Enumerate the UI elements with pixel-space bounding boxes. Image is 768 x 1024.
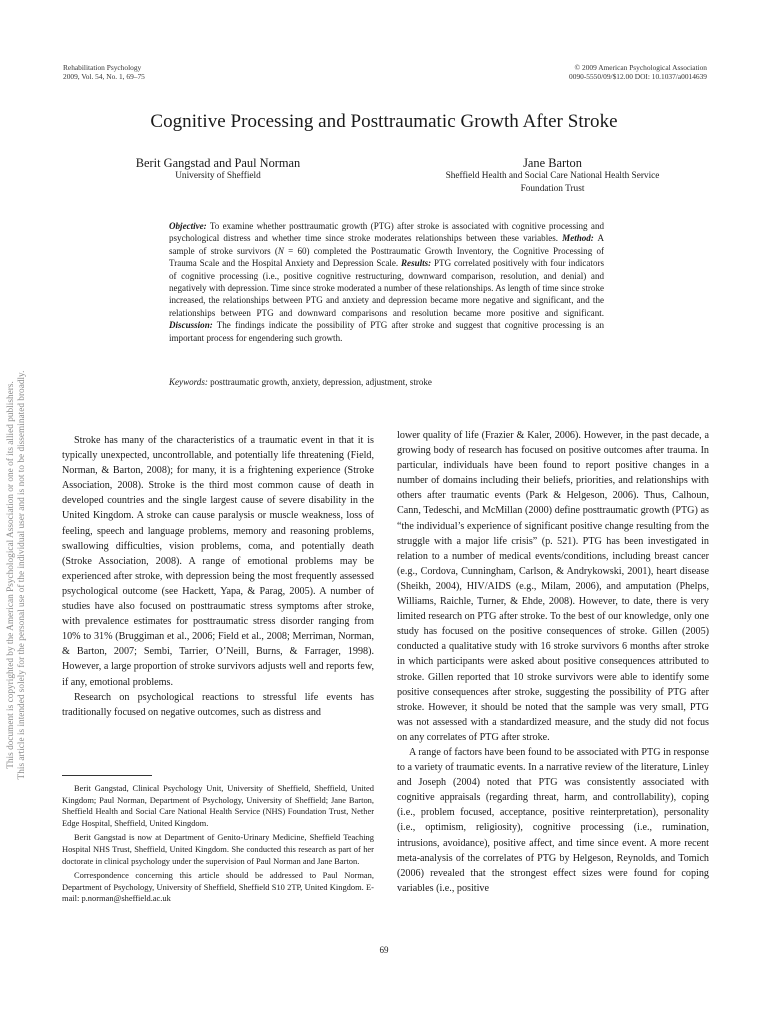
body-column-left — [62, 433, 374, 720]
keywords-text: posttraumatic growth, anxiety, depression, adjustment, stroke — [207, 377, 432, 387]
footnote-affiliations: Berit Gangstad, Clinical Psychology Unit, University of Sheffield, Sheffield, United Kingdom; Paul Norman, Department of Psychology, University of Sheffield; Jane Barton, Sheffield Health and Social Care National Health Service (NHS) Foundation Trust, Nether Edge Hospital, Sheffield, United Kingdom. — [62, 783, 374, 828]
author-names-left: Berit Gangstad and Paul Norman — [135, 156, 301, 170]
method-text-1: A sample of stroke survivors ( — [169, 233, 605, 256]
footnotes — [62, 783, 374, 908]
discussion-label: Discussion: — [169, 320, 213, 331]
method-n: N — [277, 245, 284, 256]
affiliation-right-1: Sheffield Health and Social Care National Health Service — [445, 171, 660, 181]
footnote-correspondence: Correspondence concerning this article should be addressed to Paul Norman, Department of Psychology, University of Sheffield, Sheffield S10 2TP, United Kingdom. E-mail: p.norman@sheffield.ac.uk — [62, 870, 374, 904]
results-text: PTG correlated positively with four indicators of cognitive processing (i.e., positive cognitive restructuring, downward comparison, resolution, and denial) and negatively with depression. Time since stroke moderated a number of these relationships. As length of time since stroke increased, the relationships between PTG and anxiety and depression became more negative and significant, and the relationships between PTG and downward comparisons and resolution became more positive and significant. — [169, 258, 605, 318]
affiliation-left: University of Sheffield — [175, 171, 261, 181]
keywords — [169, 376, 432, 388]
margin-notice-line-2: This article is intended solely for the personal use of the individual user and is not to be disseminated broadly. — [17, 370, 27, 780]
copyright-margin-notice — [6, 200, 28, 950]
journal-citation: 2009, Vol. 54, No. 1, 69–75 — [63, 72, 145, 82]
discussion-text: The findings indicate the possibility of PTG after stroke and suggest that cognitive processing is an important process for engendering such growth. — [169, 320, 604, 343]
method-text-2: = 60) completed the Posttraumatic Growth Inventory, the Cognitive Processing of Trauma Scale and the Hospital Anxiety and Depression Scale. — [169, 245, 604, 269]
objective-label: Objective: — [169, 221, 207, 231]
affiliation-right-2: Foundation Trust — [520, 183, 585, 194]
body-paragraph: A range of factors have been found to be associated with PTG in response to a variety of traumatic events. In a narrative review of the literature, Linley and Joseph (2004) noted that PTG was consistently associated with cognitive appraisals (regarding threat, harm, and controllability), coping (i.e., problem focused, acceptance, positive reinterpretation), personality (i.e., optimism, religiosity), cognitive processing (i.e., rumination, intrusions, avoidance), positive affect, and time since event. A more recent meta-analysis of the correlates of PTG by Helgeson, Reynolds, and Tomich (2006) revealed that the strongest effect sizes were found for coping variables (i.e., positive — [397, 746, 709, 894]
body-paragraph: Research on psychological reactions to stressful life events has traditionally focused on negative outcomes, such as distress and — [62, 691, 374, 718]
keywords-label: Keywords: — [169, 377, 208, 387]
objective-text: To examine whether posttraumatic growth (PTG) after stroke is associated with cognitive processing and psychological distress and whether time since stroke moderates relationships between these variables. — [169, 221, 604, 244]
doi-line: 0090-5550/09/$12.00 DOI: 10.1037/a0014639 — [569, 72, 707, 82]
author-block-right — [400, 157, 705, 195]
footnote-divider — [62, 775, 152, 776]
article-title: Cognitive Processing and Posttraumatic Growth After Stroke — [150, 111, 618, 132]
abstract — [169, 220, 604, 344]
copyright-header — [569, 63, 707, 81]
method-label: Method: — [562, 233, 594, 244]
body-paragraph: Stroke has many of the characteristics of a traumatic event in that it is typically unexpected, uncontrollable, and potentially life threatening (Field, Norman, & Barton, 2008); for many, it is a frightening experience (Stroke Association, 2008). Stroke is the third most common cause of death in developed countries and the single largest cause of severe disability in the United Kingdom. A stroke can cause paralysis or muscle weakness, loss of feeling, speech and language problems, memory and reasoning problems, swallowing difficulties, vision problems, coma, and potentially death (Stroke Association, 2008). A range of emotional problems may be experienced after stroke, with depression being the most frequently assessed psychological outcome (see Hackett, Yapa, & Parag, 2005). A number of studies have also focused on posttraumatic stress symptoms after stroke, with prevalence estimates for posttraumatic stress disorder ranging from 10% to 31% (Bruggiman et al., 2006; Field et al., 2008; Merriman, Norman, & Barton, 2007; Sembi, Tarrier, O’Neill, Burns, & Farrager, 1998). However, a large proportion of stroke survivors adjusts well and reports few, if any, emotional problems. — [62, 435, 374, 688]
author-name-right: Jane Barton — [523, 156, 582, 170]
margin-notice-line-1: This document is copyrighted by the American Psychological Association or one of its allied publishers. — [6, 381, 16, 769]
body-column-right — [397, 428, 709, 896]
results-label: Results: — [401, 258, 432, 269]
journal-name: Rehabilitation Psychology — [63, 63, 142, 72]
footnote-current-address: Berit Gangstad is now at Department of Genito-Urinary Medicine, Sheffield Teaching Hospital NHS Trust, Sheffield, United Kingdom. She conducted this research as part of her doctorate in clinical psychology under the supervision of Paul Norman and Jane Barton. — [62, 832, 374, 866]
copyright-line: © 2009 American Psychological Association — [574, 63, 707, 72]
author-block-left — [98, 157, 338, 183]
journal-header — [63, 63, 145, 81]
page-number: 69 — [379, 945, 389, 955]
body-paragraph: lower quality of life (Frazier & Kaler, 2006). However, in the past decade, a growing body of research has focused on positive outcomes after trauma. In particular, individuals have been found to report positive changes in a number of domains including their beliefs, priorities, and relationships with others after traumatic events (Park & Helgeson, 2006). Thus, Calhoun, Cann, Tedeschi, and McMillan (2000) define posttraumatic growth (PTG) as “the individual’s experience of significant positive change resulting from the struggle with a major life crisis” (p. 521). PTG has been investigated in relation to a number of medical events/conditions, including breast cancer (e.g., Cordova, Cunningham, Carlson, & Andrykowski, 2001), heart disease (Sheikh, 2004), HIV/AIDS (e.g., Milam, 2006), and amputation (Phelps, Williams, Raichle, Turner, & Ehde, 2008). However, to date, there is very limited research on PTG after stroke. To the best of our knowledge, only one study has focused on the positive consequences of stroke. Gillen (2005) conducted a qualitative study with 16 stroke survivors 6 months after stroke in which participants were asked about positive consequences attributed to stroke. Gillen reported that 10 stroke survivors were able to identify some positive consequences after stroke, suggesting the possibility of PTG after stroke. However, it should be noted that the sample was very small, PTG was not assessed with a standardized measure, and the study did not focus on any correlates of PTG after stroke. — [397, 430, 709, 743]
